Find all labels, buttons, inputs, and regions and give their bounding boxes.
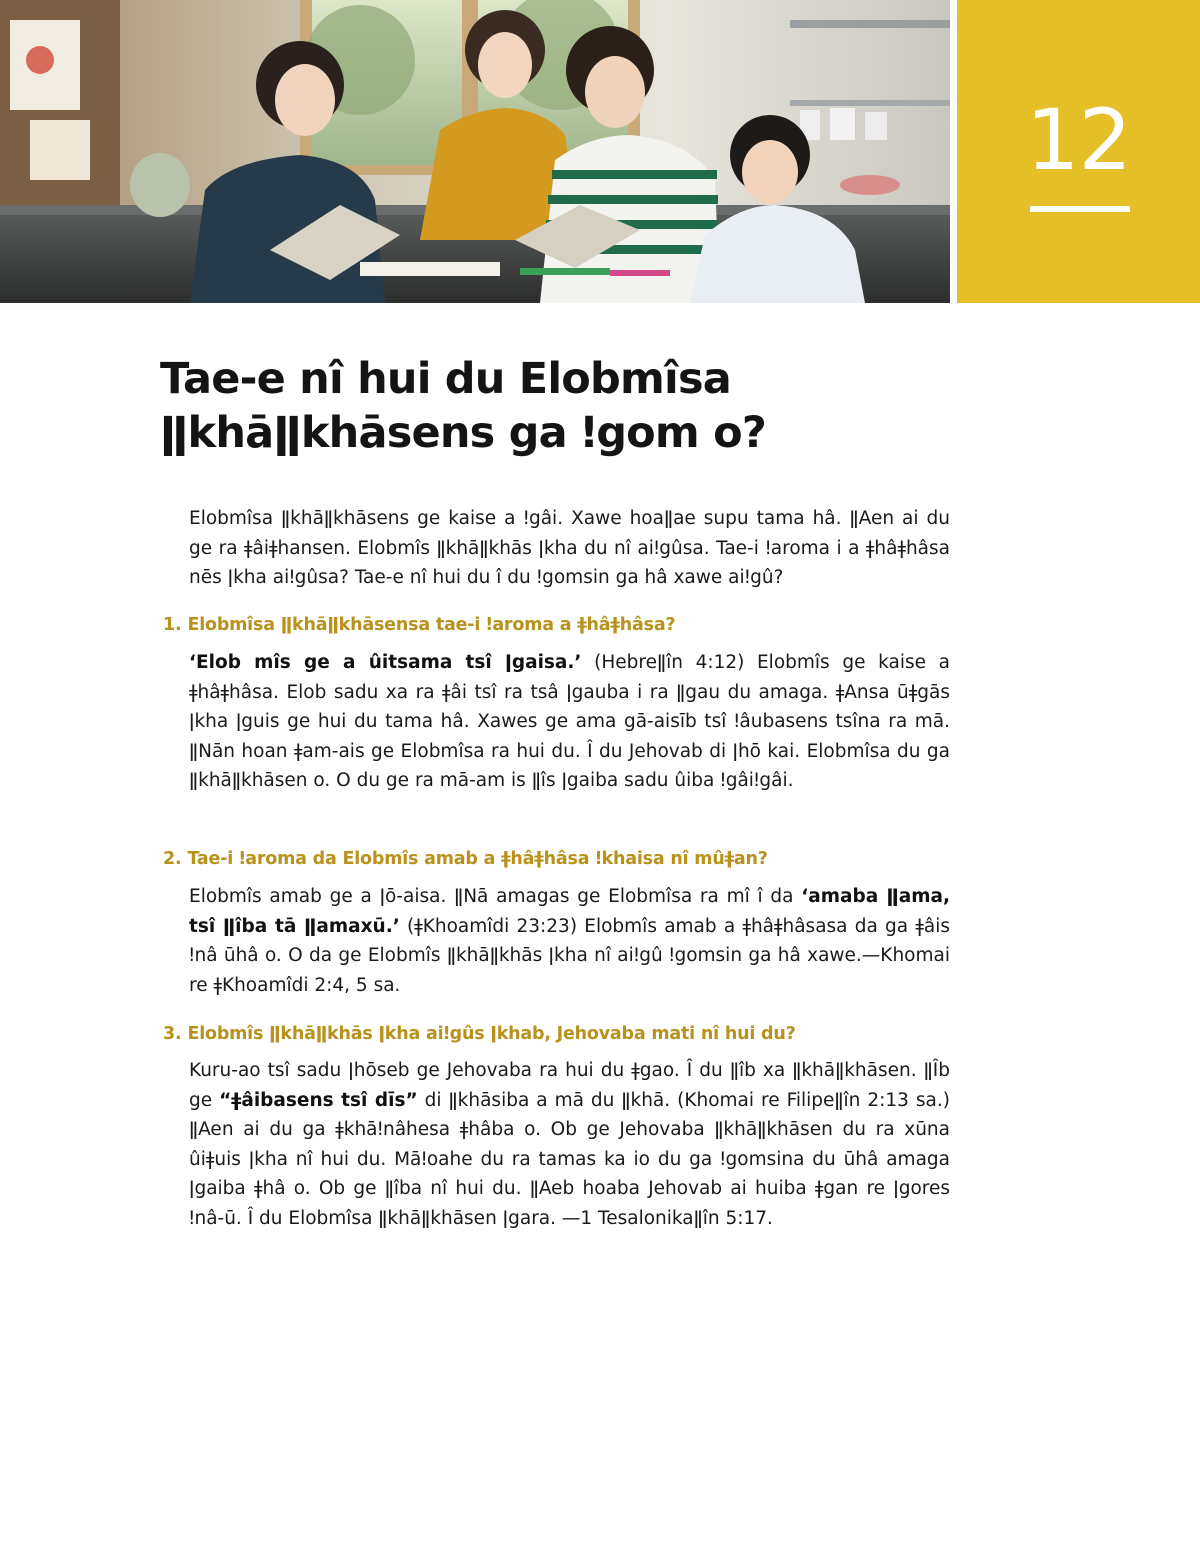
- answer-2-paragraph: [189, 882, 950, 1000]
- question-3: [163, 1022, 963, 1046]
- chapter-badge: [957, 0, 1200, 303]
- answer-1-quote: ‘Elob mîs ge a ûitsama tsî ǀgaisa.’: [189, 652, 582, 673]
- question-2: [163, 847, 963, 871]
- page-title-line-2: ǁkhāǁkhāsens ga ǃgom o?: [160, 408, 766, 458]
- question-3-text: Elobmîs ǁkhāǁkhās ǀkha aiǃgûs ǀkhab, Jehovaba mati nî hui du?: [187, 1024, 796, 1044]
- header-photo: [0, 0, 950, 303]
- answer-3-lead: Kuru-ao tsî sadu ǀhōseb ge Jehovaba ra hui du ǂgao. Î du ǁîb xa ǁkhāǁkhāsen. ǁÎb ge: [189, 1060, 950, 1111]
- answer-3-text: di ǁkhāsiba a mā du ǁkhā. (Khomai re Filipeǁîn 2:13 sa.) ǁAen ai du ga ǂkhāǃnâhesa ǂhâba o. Ob ge Jehovaba ǁkhāǁkhāsen du ra xūna ûiǂuis ǀkha nî hui du. Māǃoahe du ra tamas ka io du ga ǃgomsina du ūhâ amaga ǀgaiba ǂhâ o. Ob ge ǁîba nî hui du. ǁAeb hoaba Jehovab ai huiba ǂgan re ǀgores ǃnâ-ū. Î du Elobmîsa ǁkhāǁkhāsen ǀgara. —1 Tesalonikaǁîn 5:17.: [189, 1089, 950, 1229]
- chapter-underline: [1030, 206, 1130, 212]
- page-title: [160, 352, 1060, 460]
- answer-2-text: (ǂKhoamîdi 23:23) Elobmîs amab a ǂhâǂhâsasa da ga ǂâis ǃnâ ūhâ o. O da ge Elobmîs ǁkhāǁkhās ǀkha nî aiǃgû ǃgomsin ga hâ xawe.—Khomai re ǂKhoamîdi 2:4, 5 sa.: [189, 915, 950, 996]
- answer-2-lead: Elobmîs amab ge a ǀō-aisa. ǁNā amagas ge Elobmîsa ra mî î da: [189, 886, 802, 907]
- question-1-text: Elobmîsa ǁkhāǁkhāsensa tae-i ǃaroma a ǂhâǂhâsa?: [187, 615, 676, 635]
- intro-paragraph: Elobmîsa ǁkhāǁkhāsens ge kaise a ǃgâi. Xawe hoaǁae supu tama hâ. ǁAen ai du ge ra ǂâiǂhansen. Elobmîs ǁkhāǁkhās ǀkha du nî aiǃgûsa. Tae-i ǃaroma i a ǂhâǂhâsa nēs ǀkha aiǃgûsa? Tae-e nî hui du î du ǃgomsin ga hâ xawe aiǃgû?: [189, 508, 950, 589]
- page-title-line-1: Tae-e nî hui du Elobmîsa: [160, 354, 731, 404]
- answer-3-quote: “ǂâibasens tsî dīs”: [219, 1089, 418, 1111]
- answer-3-paragraph: [189, 1056, 950, 1234]
- family-kitchen-photo: [0, 0, 950, 303]
- answer-2-quote: ‘amaba ǁama, tsî ǁîba tā ǁamaxū.’: [189, 886, 950, 937]
- question-3-number: 3.: [163, 1024, 182, 1044]
- answer-1-paragraph: [189, 648, 950, 796]
- question-2-text: Tae-i ǃaroma da Elobmîs amab a ǂhâǂhâsa ǃkhaisa nî mûǂan?: [187, 849, 768, 869]
- question-2-number: 2.: [163, 849, 182, 869]
- question-1: [163, 613, 963, 637]
- answer-1-text: (Hebreǁîn 4:12) Elobmîs ge kaise a ǂhâǂhâsa. Elob sadu xa ra ǂâi tsî ra tsâ ǀgauba i ra ǁgau du amaga. ǂAnsa ūǂgās ǀkha ǀguis ge hui du tama hâ. Xawes ge ama gā-aisīb tsî ǃâubasens tsîna ra mā. ǁNān hoan ǂam-ais ge Elobmîsa ra hui du. Î du Jehovab di ǀhō kai. Elobmîsa du ga ǁkhāǁkhāsen o. O du ge ra mā-am is ǁîs ǀgaiba sadu ûiba ǃgâiǃgâi.: [189, 652, 950, 792]
- chapter-number: 12: [1026, 91, 1131, 189]
- question-1-number: 1.: [163, 615, 182, 635]
